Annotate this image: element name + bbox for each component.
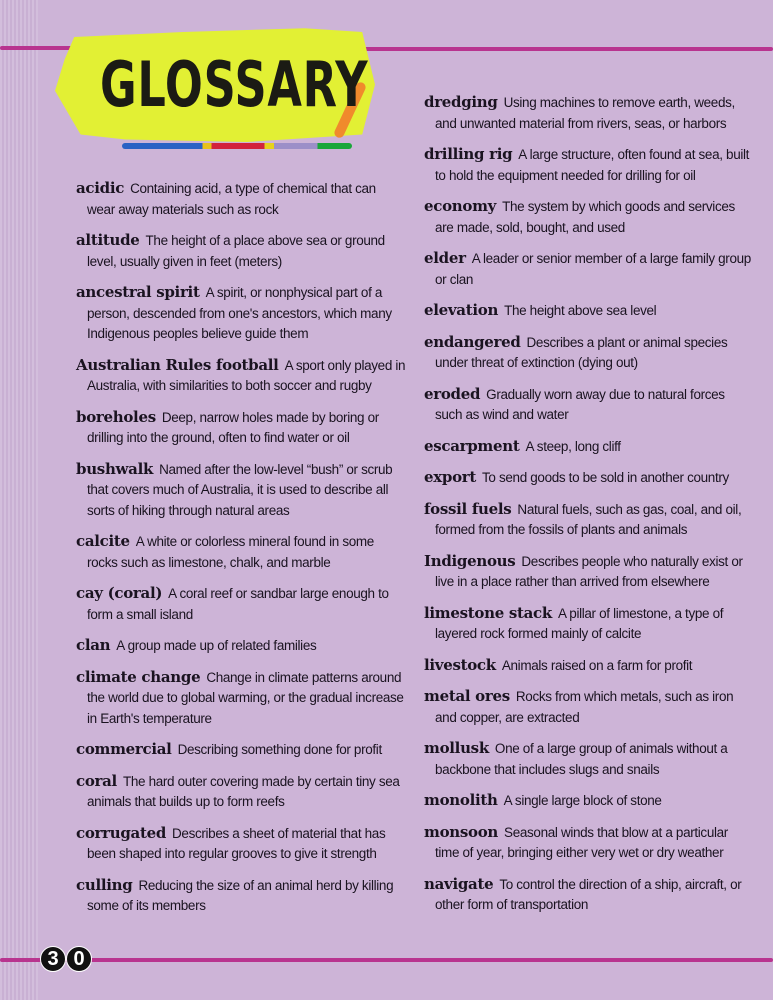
glossary-term: metal ores xyxy=(424,687,510,705)
glossary-entry xyxy=(424,686,754,728)
page-edge xyxy=(0,0,38,1000)
glossary-term: clan xyxy=(76,636,111,654)
glossary-definition: The system by which goods and services are made, sold, bought, and used xyxy=(435,199,735,235)
glossary-term: endangered xyxy=(424,332,521,351)
glossary-entry xyxy=(424,332,754,374)
glossary-definition: Using machines to remove earth, weeds, and unwanted material from rivers, seas, or harbors xyxy=(435,95,735,131)
glossary-entry xyxy=(76,355,406,397)
glossary-term: acidic xyxy=(76,179,125,197)
glossary-entry xyxy=(76,531,406,573)
glossary-term: monolith xyxy=(424,791,498,809)
glossary-term: fossil fuels xyxy=(424,499,512,518)
glossary-definition: A pillar of limestone, a type of layered rock formed mainly of calcite xyxy=(435,605,724,641)
glossary-term: limestone stack xyxy=(424,603,552,622)
glossary-term: escarpment xyxy=(424,436,520,455)
glossary-entry xyxy=(424,92,754,134)
page-number-digit: 3 xyxy=(40,946,66,972)
glossary-definition: A coral reef or sandbar large enough to form a small island xyxy=(87,586,389,622)
glossary-entry xyxy=(76,739,406,761)
glossary-definition: To send goods to be sold in another country xyxy=(482,470,729,485)
glossary-term: boreholes xyxy=(76,407,156,426)
page-number xyxy=(40,946,92,972)
glossary-term: coral xyxy=(76,771,117,790)
glossary-definition: The height of a place above sea or ground level, usually given in feet (meters) xyxy=(87,233,385,269)
glossary-entry xyxy=(76,282,406,345)
glossary-definition: A sport only played in Australia, with similarities to both soccer and rugby xyxy=(87,357,406,393)
glossary-term: altitude xyxy=(76,231,140,249)
glossary-term: cay (coral) xyxy=(76,584,163,602)
glossary-definition: The hard outer covering made by certain tiny sea animals that builds up to form reefs xyxy=(87,773,400,809)
glossary-term: navigate xyxy=(424,874,494,893)
glossary-definition: Containing acid, a type of chemical that can wear away materials such as rock xyxy=(87,181,376,217)
glossary-term: eroded xyxy=(424,384,481,403)
glossary-definition: One of a large group of animals without a backbone that includes slugs and snails xyxy=(435,741,728,777)
glossary-term: livestock xyxy=(424,655,496,674)
glossary-right-column xyxy=(424,92,754,926)
glossary-definition: Seasonal winds that blow at a particular time of year, bringing either very wet or dry weather xyxy=(435,824,728,860)
glossary-entry xyxy=(424,144,754,186)
top-rule-left xyxy=(0,46,80,50)
glossary-term: culling xyxy=(76,875,133,894)
glossary-definition: Gradually worn away due to natural forces such as wind and water xyxy=(435,386,725,422)
glossary-entry xyxy=(424,436,754,458)
glossary-entry xyxy=(76,771,406,813)
glossary-entry xyxy=(424,822,754,864)
glossary-entry xyxy=(424,196,754,238)
glossary-term: calcite xyxy=(76,532,130,550)
glossary-left-column xyxy=(76,178,406,927)
glossary-definition: Reducing the size of an animal herd by killing some of its members xyxy=(87,877,394,913)
glossary-definition: Natural fuels, such as gas, coal, and oil, formed from the fossils of plants and animals xyxy=(435,501,742,537)
page-number-digit: 0 xyxy=(66,946,92,972)
glossary-term: monsoon xyxy=(424,822,499,841)
glossary-term: Australian Rules football xyxy=(76,355,279,374)
glossary-entry xyxy=(424,248,754,290)
glossary-entry xyxy=(76,875,406,917)
title-stripe xyxy=(122,143,352,149)
glossary-entry xyxy=(424,603,754,645)
bottom-rule xyxy=(0,958,773,962)
glossary-term: elevation xyxy=(424,301,499,319)
glossary-definition: A group made up of related families xyxy=(116,638,317,653)
glossary-term: drilling rig xyxy=(424,145,513,163)
glossary-term: economy xyxy=(424,197,497,215)
glossary-definition: Describes a sheet of material that has been shaped into regular grooves to give it strength xyxy=(87,825,386,861)
glossary-entry xyxy=(76,583,406,625)
glossary-term: Indigenous xyxy=(424,551,516,570)
glossary-definition: A white or colorless mineral found in some rocks such as limestone, chalk, and marble xyxy=(87,534,374,570)
glossary-entry xyxy=(76,178,406,220)
glossary-entry xyxy=(424,655,754,677)
glossary-term: bushwalk xyxy=(76,459,154,478)
glossary-term: elder xyxy=(424,249,466,267)
glossary-entry xyxy=(76,667,406,730)
glossary-entry xyxy=(424,874,754,916)
glossary-entry xyxy=(424,300,754,322)
glossary-definition: To control the direction of a ship, aircraft, or other form of transportation xyxy=(435,876,742,912)
glossary-definition: Deep, narrow holes made by boring or drilling into the ground, often to find water or oil xyxy=(87,409,379,445)
glossary-term: export xyxy=(424,468,477,486)
top-rule-right xyxy=(350,47,773,51)
glossary-entry xyxy=(76,459,406,522)
glossary-term: corrugated xyxy=(76,823,167,842)
glossary-entry xyxy=(76,823,406,865)
glossary-definition: A leader or senior member of a large family group or clan xyxy=(435,251,751,287)
glossary-entry xyxy=(424,384,754,426)
glossary-definition: A single large block of stone xyxy=(503,793,662,808)
glossary-entry xyxy=(424,467,754,489)
glossary-entry xyxy=(424,499,754,541)
glossary-definition: A large structure, often found at sea, built to hold the equipment needed for drilling for oil xyxy=(435,147,750,183)
glossary-term: climate change xyxy=(76,667,201,686)
glossary-term: dredging xyxy=(424,93,498,111)
glossary-definition: Animals raised on a farm for profit xyxy=(501,657,693,673)
glossary-definition: A steep, long cliff xyxy=(525,438,621,454)
glossary-entry xyxy=(424,738,754,780)
glossary-entry xyxy=(76,407,406,449)
glossary-entry xyxy=(76,635,406,657)
glossary-entry xyxy=(424,551,754,593)
glossary-term: commercial xyxy=(76,740,172,758)
glossary-term: ancestral spirit xyxy=(76,283,200,301)
glossary-definition: The height above sea level xyxy=(504,303,657,318)
glossary-definition: A spirit, or nonphysical part of a person, descended from one's ancestors, which many Indigenous peoples believe guide them xyxy=(87,285,392,341)
glossary-definition: Rocks from which metals, such as iron and copper, are extracted xyxy=(435,689,734,725)
glossary-entry xyxy=(76,230,406,272)
glossary-definition: Describing something done for profit xyxy=(177,742,382,757)
glossary-definition: Change in climate patterns around the world due to global warming, or the gradual increase in Earth's temperature xyxy=(87,669,404,726)
glossary-definition: Describes a plant or animal species under threat of extinction (dying out) xyxy=(435,334,728,370)
page-title: GLOSSARY xyxy=(100,48,369,121)
glossary-entry xyxy=(424,790,754,812)
glossary-term: mollusk xyxy=(424,739,489,757)
glossary-definition: Named after the low-level “bush” or scrub that covers much of Australia, it is used to describe all sorts of hiking through natural areas xyxy=(87,461,393,518)
glossary-definition: Describes people who naturally exist or live in a place rather than arrived from elsewhere xyxy=(435,553,743,589)
